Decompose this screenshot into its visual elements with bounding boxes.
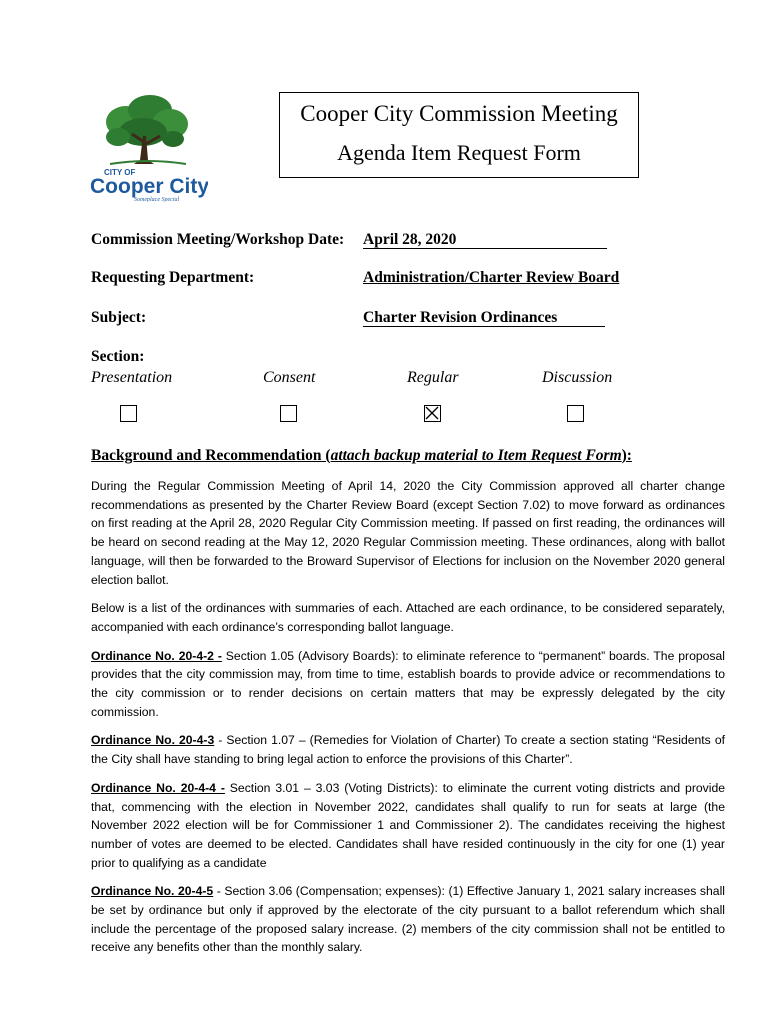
ordinance-item — [91, 882, 725, 957]
title-line-2: Agenda Item Request Form — [337, 140, 581, 165]
ordinance-item — [91, 731, 725, 768]
logo-city-of: CITY OF — [104, 168, 136, 177]
option-consent-label: Consent — [263, 369, 316, 386]
option-regular-label: Regular — [407, 369, 459, 386]
background-heading-main: Background and Recommendation ( — [91, 447, 331, 464]
department-value: Administration/Charter Review Board — [363, 269, 620, 286]
logo-tagline: Someplace Special — [134, 197, 180, 202]
option-discussion-label: Discussion — [542, 369, 613, 386]
cooper-city-logo — [88, 92, 208, 202]
ordinance-text: - Section 3.06 (Compensation; expenses): (1) Effective January 1, 2021 salary increases shall be set by ordinance but only if approved by the electorate of the city pursuant to a ballot referendum which shall include the percentage of the proposed salary increase. (2) members of the city commission shall not be entitled to receive any benefits other than the monthly salary. — [91, 884, 725, 955]
ordinance-text: Section 1.05 (Advisory Boards): to eliminate reference to “permanent” boards. The proposal provides that the city commission may, from time to time, establish boards to provide advice or recommendations to the city commission or to render decisions on certain matters that may be expressly delegated by the city commission. — [91, 648, 725, 719]
title-line-1: Cooper City Commission Meeting — [300, 101, 618, 126]
checkbox-consent[interactable] — [280, 405, 297, 422]
checkbox-discussion[interactable] — [567, 405, 584, 422]
ordinance-label: Ordinance No. 20-4-3 — [91, 733, 215, 748]
background-heading — [91, 447, 632, 465]
department-label: Requesting Department: — [91, 269, 255, 286]
checkbox-regular[interactable] — [424, 405, 441, 422]
paragraph-list-intro: Below is a list of the ordinances with summaries of each. Attached are each ordinance, to be considered separately, accompanied with each ordinance’s corresponding ballot language. — [91, 601, 725, 634]
ordinance-text: Section 3.01 – 3.03 (Voting Districts): to eliminate the current voting districts and provide that, commencing with the election in November 2022, candidates shall qualify to run for seats at large (the November 2022 election will be for Commissioner 1 and Commissioner 2). The candidates receiving the highest number of votes are deemed to be elected. Candidates shall have resided continuously in the city for one (1) year prior to qualifying as a candidate — [91, 780, 726, 870]
background-heading-italic: attach backup material to Item Request Form — [330, 447, 622, 464]
tree-icon — [88, 92, 208, 202]
ordinance-label: Ordinance No. 20-4-2 - — [91, 648, 222, 663]
background-body — [91, 477, 725, 967]
section-label: Section: — [91, 348, 145, 365]
ordinance-item — [91, 647, 725, 722]
checkmark-x-icon — [425, 406, 439, 420]
option-presentation-label: Presentation — [91, 369, 173, 386]
logo-city-name: Cooper City — [90, 175, 208, 198]
ordinance-text: - Section 1.07 – (Remedies for Violation of Charter) To create a section stating “Residents of the City shall have standing to bring legal action to enforce the provisions of this Charter”. — [91, 733, 725, 767]
subject-value: Charter Revision Ordinances — [363, 309, 605, 327]
ordinance-item — [91, 779, 725, 873]
date-label: Commission Meeting/Workshop Date: — [91, 231, 345, 248]
ordinance-label: Ordinance No. 20-4-4 - — [91, 780, 225, 795]
subject-label: Subject: — [91, 309, 147, 326]
ordinance-label: Ordinance No. 20-4-5 — [91, 884, 214, 899]
form-title-box — [279, 92, 639, 178]
date-value: April 28, 2020 — [363, 231, 607, 249]
background-heading-end: ): — [621, 447, 632, 464]
checkbox-presentation[interactable] — [120, 405, 137, 422]
paragraph-intro: During the Regular Commission Meeting of April 14, 2020 the City Commission approved all charter change recommendations as presented by the Charter Review Board (except Section 7.02) to move forward as ordinances on first reading at the April 28, 2020 Regular City Commission meeting. If passed on first reading, the ordinances will be heard on second reading at the May 12, 2020 Regular Commission meeting. These ordinances, along with ballot language, will then be forwarded to the Broward Supervisor of Elections for inclusion on the November 2020 general election ballot. — [91, 479, 725, 587]
